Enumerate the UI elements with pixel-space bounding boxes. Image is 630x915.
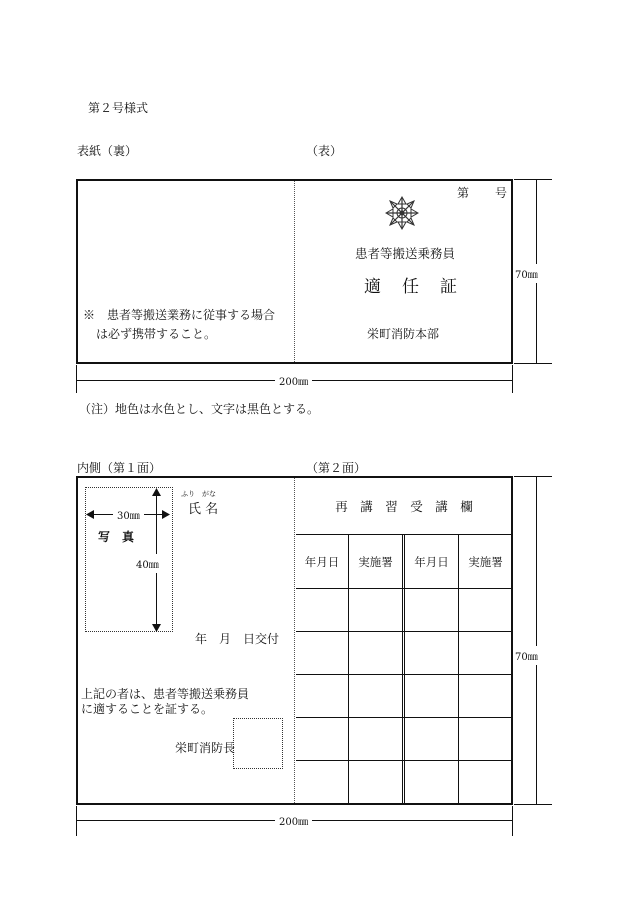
- arrow-right-icon: [162, 510, 170, 519]
- col-date-1: 年月日: [304, 554, 340, 569]
- color-note: （注）地色は水色とし、文字は黒色とする。: [79, 402, 320, 416]
- arrow-down-icon: [152, 624, 161, 632]
- issue-date: 年 月 日交付: [195, 632, 280, 646]
- cover-front-label: （表）: [306, 144, 343, 158]
- retraining-title: 再 講 習 受 講 欄: [335, 499, 473, 514]
- seal-box: [233, 718, 283, 769]
- inside-width-tick-right: [512, 806, 513, 836]
- cover-note-line2: は必ず携帯すること。: [96, 327, 217, 341]
- cover-width-tick-right: [512, 365, 513, 393]
- cover-fold-line: [294, 181, 295, 362]
- cover-width-tick-left: [76, 365, 77, 393]
- form-number-label: 第２号様式: [88, 101, 149, 115]
- photo-width-label: 30㎜: [113, 507, 144, 522]
- table-col-divider-a: [402, 534, 403, 804]
- inside-height-label: 70㎜: [515, 646, 538, 665]
- cover-cert-title: 適 任 証: [364, 277, 459, 297]
- inside-height-tick-top: [514, 476, 552, 477]
- cover-height-tick-bottom: [514, 363, 552, 364]
- inside-fold-line: [294, 478, 295, 803]
- cover-issuer: 栄町消防本部: [367, 327, 440, 341]
- cover-height-tick-top: [514, 179, 552, 180]
- cover-back-label: 表紙（裏）: [77, 144, 138, 158]
- cert-text-line1: 上記の者は、患者等搬送乗務員: [81, 687, 250, 701]
- photo-label: 写 真: [98, 530, 135, 544]
- inside-height-tick-bottom: [514, 804, 552, 805]
- col-office-2: 実施署: [468, 554, 503, 569]
- cover-height-label: 70㎜: [515, 264, 538, 283]
- name-label: 氏 名: [188, 502, 219, 517]
- furigana-label: ふり がな: [181, 490, 216, 498]
- cover-number-left: 第: [457, 186, 470, 200]
- fire-dept-emblem-icon: [385, 196, 419, 230]
- photo-height-label: 40㎜: [134, 554, 161, 573]
- inside-page2-label: （第２面）: [306, 461, 367, 475]
- inside-page1-label: 内側（第１面）: [77, 461, 162, 475]
- col-date-2: 年月日: [414, 554, 449, 569]
- cert-text-line2: に適することを証する。: [81, 702, 214, 716]
- arrow-up-icon: [152, 488, 161, 496]
- cover-width-label: 200㎜: [275, 373, 312, 388]
- cover-org-title: 患者等搬送乗務員: [355, 246, 456, 261]
- inside-width-tick-left: [76, 806, 77, 836]
- chief-label: 栄町消防長: [175, 741, 236, 755]
- cover-number-right: 号: [495, 186, 508, 200]
- cover-note-line1: ※ 患者等搬送業務に従事する場合: [83, 308, 276, 322]
- inside-width-label: 200㎜: [275, 813, 312, 828]
- col-office-1: 実施署: [358, 554, 393, 569]
- inside-height-line: [536, 476, 537, 805]
- arrow-left-icon: [86, 510, 94, 519]
